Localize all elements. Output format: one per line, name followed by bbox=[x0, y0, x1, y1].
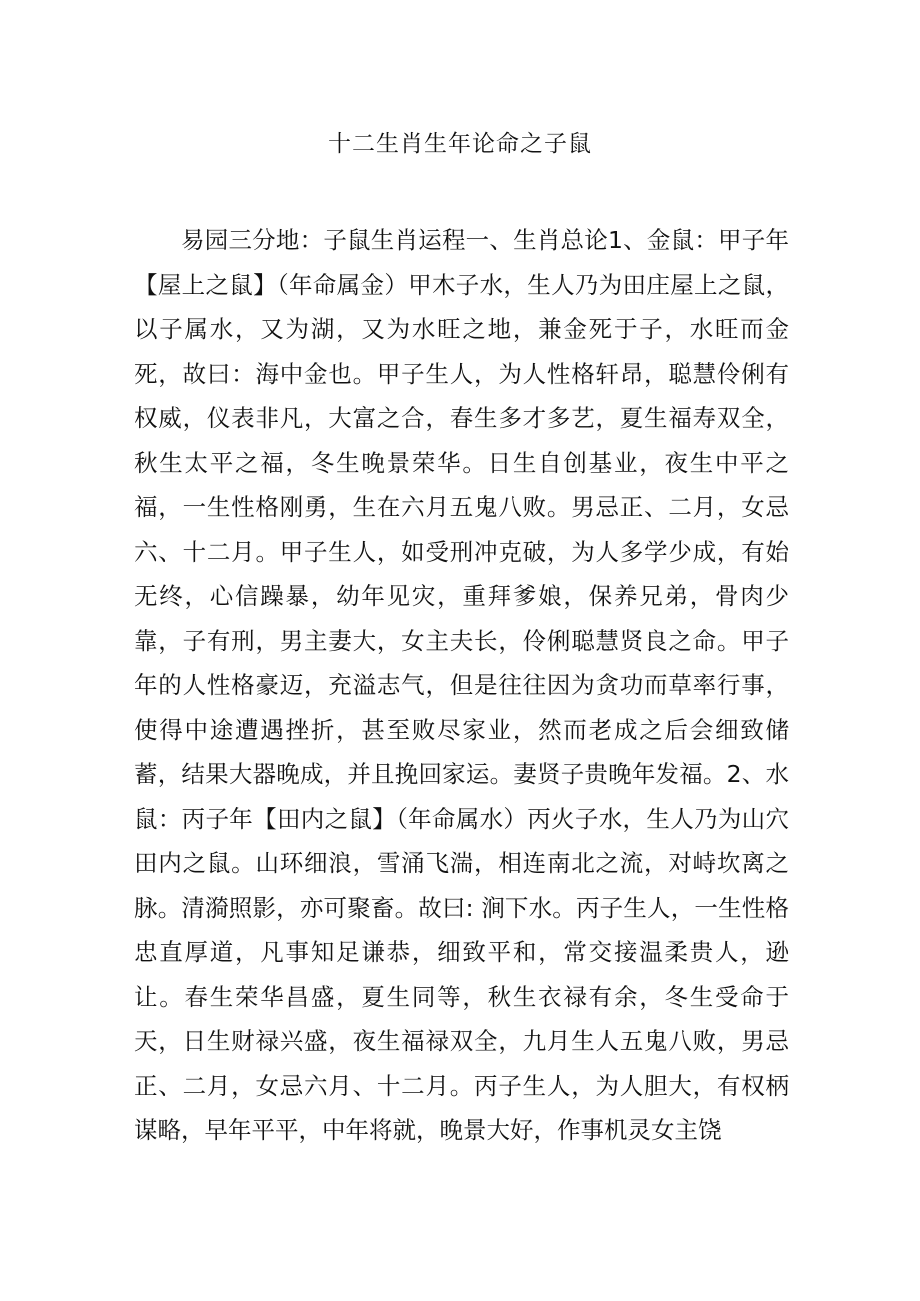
document-body-paragraph: 易园三分地：子鼠生肖运程一、生肖总论1、金鼠：甲子年【屋上之鼠】（年命属金）甲木子水，生人乃为田庄屋上之鼠，以子属水，又为湖，又为水旺之地，兼金死于子，水旺而金死，故曰：海中金也。甲子生人，为人性格轩昂，聪慧伶俐有权威，仪表非凡，大富之合，春生多才多艺，夏生福寿双全，秋生太平之福，冬生晚景荣华。日生自创基业，夜生中平之福，一生性格刚勇，生在六月五鬼八败。男忌正、二月，女忌六、十二月。甲子生人，如受刑冲克破，为人多学少成，有始无终，心信躁暴，幼年见灾，重拜爹娘，保养兄弟，骨肉少靠，子有刑，男主妻大，女主夫长，伶俐聪慧贤良之命。甲子年的人性格豪迈，充溢志气，但是往往因为贪功而草率行事，使得中途遭遇挫折，甚至败尽家业，然而老成之后会细致储蓄，结果大器晚成，并且挽回家运。妻贤子贵晚年发福。2、水鼠：丙子年【田内之鼠】（年命属水）丙火子水，生人乃为山穴田内之鼠。山环细浪，雪涌飞湍，相连南北之流，对峙坎离之脉。清漪照影，亦可聚畜。故曰: 涧下水。丙子生人，一生性格忠直厚道，凡事知足谦恭，细致平和，常交接温柔贵人，逊让。春生荣华昌盛，夏生同等，秋生衣禄有余，冬生受命于天，日生财禄兴盛，夜生福禄双全，九月生人五鬼八败，男忌正、二月，女忌六月、十二月。丙子生人，为人胆大，有权柄谋略，早年平平，中年将就，晚景大好，作事机灵女主饶 bbox=[134, 226, 789, 1144]
document-title: 十二生肖生年论命之子鼠 bbox=[328, 131, 592, 157]
